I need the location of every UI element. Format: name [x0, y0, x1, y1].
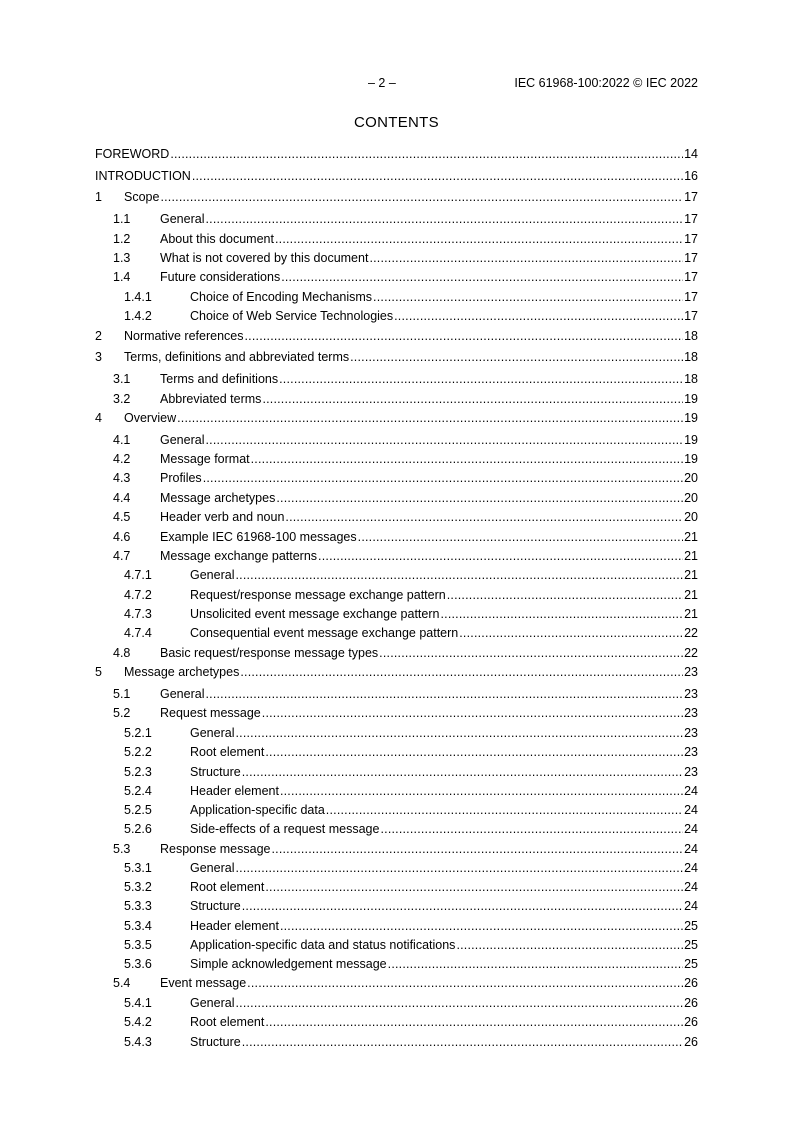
- toc-entry-number: 4.2: [113, 452, 131, 466]
- toc-entry-title: Message exchange patterns: [160, 549, 318, 563]
- dot-leader: [318, 548, 683, 564]
- dot-leader: [440, 606, 683, 622]
- toc-entry-number: 5.4.1: [124, 996, 152, 1010]
- toc-entry-title: Header element: [190, 919, 279, 933]
- toc-entry: [0, 664, 793, 680]
- toc-entry-number: 5.2.5: [124, 803, 152, 817]
- toc-entry-title: Header element: [190, 784, 279, 798]
- toc-entry-page: 21: [684, 588, 698, 602]
- toc-entry-title: Terms and definitions: [160, 372, 279, 386]
- toc-entry: [0, 328, 793, 344]
- toc-entry-number: 1: [95, 190, 102, 204]
- toc-entry-page: 26: [684, 976, 698, 990]
- toc-entry-number: 5.2.4: [124, 784, 152, 798]
- toc-entry-number: 5.3.4: [124, 919, 152, 933]
- toc-entry-page: 20: [684, 510, 698, 524]
- toc-entry: [0, 686, 793, 702]
- toc-entry-page: 21: [684, 607, 698, 621]
- toc-entry-page: 17: [684, 190, 698, 204]
- dot-leader: [369, 250, 683, 266]
- dot-leader: [242, 898, 683, 914]
- toc-entry: [0, 470, 793, 486]
- toc-entry-title: Event message: [160, 976, 247, 990]
- dot-leader: [205, 211, 683, 227]
- toc-entry-page: 22: [684, 626, 698, 640]
- toc-entry-page: 18: [684, 372, 698, 386]
- toc-entry-number: 4: [95, 411, 102, 425]
- toc-entry: [0, 490, 793, 506]
- toc-entry: [0, 841, 793, 857]
- toc-entry-page: 17: [684, 290, 698, 304]
- dot-leader: [380, 821, 683, 837]
- toc-entry-number: 5.3.2: [124, 880, 152, 894]
- toc-entry: [0, 211, 793, 227]
- dot-leader: [242, 764, 683, 780]
- dot-leader: [447, 587, 683, 603]
- toc-entry-title: Abbreviated terms: [160, 392, 262, 406]
- dot-leader: [251, 451, 683, 467]
- toc-entry-page: 23: [684, 706, 698, 720]
- toc-entry-title: Request message: [160, 706, 261, 720]
- toc-entry: [0, 821, 793, 837]
- toc-entry-title: Simple acknowledgement message: [190, 957, 387, 971]
- toc-entry: [0, 349, 793, 365]
- toc-entry: [0, 725, 793, 741]
- toc-entry-number: 1.1: [113, 212, 131, 226]
- toc-entry: [0, 975, 793, 991]
- toc-entry-page: 23: [684, 745, 698, 759]
- toc-entry-number: 5.4.3: [124, 1035, 152, 1049]
- dot-leader: [350, 349, 683, 365]
- toc-entry-number: 5.3.3: [124, 899, 152, 913]
- dot-leader: [276, 490, 683, 506]
- toc-entry-page: 22: [684, 646, 698, 660]
- toc-entry: [0, 269, 793, 285]
- toc-entry: [0, 529, 793, 545]
- toc-entry-page: 21: [684, 530, 698, 544]
- toc-entry-title: Overview: [124, 411, 177, 425]
- toc-entry-page: 26: [684, 996, 698, 1010]
- toc-entry-title: Header verb and noun: [160, 510, 285, 524]
- toc-entry-page: 17: [684, 309, 698, 323]
- toc-entry-title: General: [190, 568, 235, 582]
- toc-entry-title: About this document: [160, 232, 274, 246]
- toc-entry-title: Profiles: [160, 471, 202, 485]
- dot-leader: [358, 529, 683, 545]
- toc-entry-page: 21: [684, 549, 698, 563]
- toc-entry-number: 3.1: [113, 372, 131, 386]
- toc-entry: [0, 764, 793, 780]
- toc-entry-page: 23: [684, 726, 698, 740]
- toc-entry-number: 4.4: [113, 491, 131, 505]
- toc-entry-number: 5.4.2: [124, 1015, 152, 1029]
- dot-leader: [265, 1014, 683, 1030]
- dot-leader: [192, 168, 683, 184]
- toc-entry-number: 4.8: [113, 646, 131, 660]
- toc-entry-number: 5.2.3: [124, 765, 152, 779]
- dot-leader: [280, 918, 683, 934]
- toc-entry: [0, 308, 793, 324]
- toc-entry-number: 5.4: [113, 976, 131, 990]
- dot-leader: [205, 686, 683, 702]
- toc-entry-number: 1.2: [113, 232, 131, 246]
- page-number: – 2 –: [368, 76, 396, 90]
- toc-entry: [0, 168, 793, 184]
- toc-entry-page: 21: [684, 568, 698, 582]
- dot-leader: [279, 371, 683, 387]
- toc-entry-page: 26: [684, 1015, 698, 1029]
- toc-entry: [0, 250, 793, 266]
- toc-entry-page: 26: [684, 1035, 698, 1049]
- toc-entry-title: INTRODUCTION: [95, 169, 191, 183]
- toc-entry: [0, 1034, 793, 1050]
- dot-leader: [245, 328, 684, 344]
- toc-entry: [0, 645, 793, 661]
- toc-entry-page: 24: [684, 899, 698, 913]
- toc-entry-number: 3.2: [113, 392, 131, 406]
- toc-entry-number: 5.3: [113, 842, 131, 856]
- dot-leader: [240, 664, 683, 680]
- toc-entry: [0, 879, 793, 895]
- dot-leader: [265, 879, 683, 895]
- toc-entry-number: 3: [95, 350, 102, 364]
- dot-leader: [235, 995, 683, 1011]
- dot-leader: [285, 509, 683, 525]
- toc-entry: [0, 587, 793, 603]
- toc-entry-page: 24: [684, 861, 698, 875]
- toc-entry-title: Unsolicited event message exchange pattern: [190, 607, 440, 621]
- toc-entry-page: 14: [684, 147, 698, 161]
- toc-entry-number: 5.2.1: [124, 726, 152, 740]
- toc-entry-title: Scope: [124, 190, 160, 204]
- toc-entry: [0, 371, 793, 387]
- dot-leader: [247, 975, 683, 991]
- dot-leader: [262, 705, 683, 721]
- toc-entry-number: 2: [95, 329, 102, 343]
- toc-entry-title: General: [160, 212, 205, 226]
- toc-entry: [0, 289, 793, 305]
- dot-leader: [265, 744, 683, 760]
- toc-entry: [0, 937, 793, 953]
- dot-leader: [160, 189, 683, 205]
- toc-entry-number: 4.5: [113, 510, 131, 524]
- toc-entry-number: 4.1: [113, 433, 131, 447]
- toc-entry-title: Message format: [160, 452, 250, 466]
- dot-leader: [280, 783, 683, 799]
- toc-entry-title: Response message: [160, 842, 271, 856]
- toc-entry-number: 4.7.3: [124, 607, 152, 621]
- toc-entry-title: Choice of Encoding Mechanisms: [190, 290, 373, 304]
- toc-entry-page: 18: [684, 350, 698, 364]
- toc-title: CONTENTS: [354, 114, 439, 131]
- toc-entry-title: Application-specific data and status notifications: [190, 938, 456, 952]
- toc-entry: [0, 744, 793, 760]
- dot-leader: [281, 269, 683, 285]
- toc-entry-title: Normative references: [124, 329, 244, 343]
- toc-entry-number: 5.2: [113, 706, 131, 720]
- dot-leader: [170, 146, 683, 162]
- toc-entry: [0, 625, 793, 641]
- toc-entry-number: 4.7.4: [124, 626, 152, 640]
- toc-entry-page: 25: [684, 938, 698, 952]
- dot-leader: [326, 802, 683, 818]
- toc-entry: [0, 956, 793, 972]
- toc-entry-page: 24: [684, 822, 698, 836]
- toc-entry-number: 4.7: [113, 549, 131, 563]
- toc-entry: [0, 606, 793, 622]
- toc-entry-number: 5.3.6: [124, 957, 152, 971]
- toc-entry-title: Basic request/response message types: [160, 646, 379, 660]
- toc-entry-title: Root element: [190, 1015, 265, 1029]
- toc-entry-title: General: [190, 726, 235, 740]
- toc-entry-title: Consequential event message exchange pattern: [190, 626, 459, 640]
- dot-leader: [177, 410, 683, 426]
- toc-entry-title: Structure: [190, 765, 241, 779]
- toc-entry-page: 19: [684, 452, 698, 466]
- toc-entry: [0, 1014, 793, 1030]
- dot-leader: [235, 725, 683, 741]
- toc-entry-title: Future considerations: [160, 270, 281, 284]
- dot-leader: [275, 231, 683, 247]
- dot-leader: [235, 860, 683, 876]
- toc-entry-title: FOREWORD: [95, 147, 170, 161]
- toc-entry-page: 23: [684, 665, 698, 679]
- toc-entry: [0, 995, 793, 1011]
- toc-entry-page: 23: [684, 765, 698, 779]
- toc-entry-number: 1.3: [113, 251, 131, 265]
- toc-entry: [0, 783, 793, 799]
- toc-entry: [0, 410, 793, 426]
- toc-entry-title: General: [190, 996, 235, 1010]
- dot-leader: [242, 1034, 683, 1050]
- toc-entry: [0, 391, 793, 407]
- toc-entry-number: 5.3.5: [124, 938, 152, 952]
- dot-leader: [205, 432, 683, 448]
- toc-entry-page: 24: [684, 784, 698, 798]
- toc-entry-page: 19: [684, 411, 698, 425]
- toc-entry-number: 5.3.1: [124, 861, 152, 875]
- toc-entry-page: 17: [684, 232, 698, 246]
- toc-entry-number: 4.7.1: [124, 568, 152, 582]
- toc-entry-title: Structure: [190, 899, 241, 913]
- toc-entry-page: 19: [684, 392, 698, 406]
- toc-entry-number: 5.2.2: [124, 745, 152, 759]
- toc-entry: [0, 548, 793, 564]
- toc-entry-page: 18: [684, 329, 698, 343]
- toc-entry-page: 24: [684, 880, 698, 894]
- toc-entry-title: Terms, definitions and abbreviated terms: [124, 350, 350, 364]
- toc-entry-title: Side-effects of a request message: [190, 822, 380, 836]
- toc-entry-number: 1.4: [113, 270, 131, 284]
- toc-entry-title: Root element: [190, 745, 265, 759]
- toc-entry-number: 4.3: [113, 471, 131, 485]
- dot-leader: [459, 625, 683, 641]
- toc-entry-page: 24: [684, 803, 698, 817]
- toc-entry: [0, 432, 793, 448]
- toc-entry-page: 20: [684, 491, 698, 505]
- toc-entry: [0, 451, 793, 467]
- toc-entry-page: 24: [684, 842, 698, 856]
- dot-leader: [394, 308, 683, 324]
- toc-entry-page: 17: [684, 251, 698, 265]
- toc-entry-page: 25: [684, 957, 698, 971]
- toc-entry: [0, 567, 793, 583]
- toc-entry-number: 1.4.1: [124, 290, 152, 304]
- dot-leader: [388, 956, 683, 972]
- toc-entry: [0, 189, 793, 205]
- toc-entry-title: Application-specific data: [190, 803, 325, 817]
- toc-entry: [0, 860, 793, 876]
- dot-leader: [271, 841, 683, 857]
- toc-entry-page: 17: [684, 270, 698, 284]
- toc-entry-page: 25: [684, 919, 698, 933]
- toc-entry: [0, 705, 793, 721]
- dot-leader: [203, 470, 683, 486]
- standard-reference: IEC 61968-100:2022 © IEC 2022: [514, 76, 698, 90]
- toc-entry: [0, 146, 793, 162]
- toc-entry: [0, 918, 793, 934]
- toc-entry-number: 4.6: [113, 530, 131, 544]
- toc-entry-title: Root element: [190, 880, 265, 894]
- toc-entry-title: Example IEC 61968-100 messages: [160, 530, 357, 544]
- toc-entry: [0, 802, 793, 818]
- toc-entry-page: 17: [684, 212, 698, 226]
- toc-entry-page: 19: [684, 433, 698, 447]
- dot-leader: [456, 937, 683, 953]
- toc-entry-title: General: [160, 687, 205, 701]
- toc-entry-title: What is not covered by this document: [160, 251, 369, 265]
- toc-entry-title: Message archetypes: [124, 665, 240, 679]
- dot-leader: [379, 645, 683, 661]
- toc-entry-title: General: [190, 861, 235, 875]
- toc-entry-number: 4.7.2: [124, 588, 152, 602]
- toc-entry-page: 20: [684, 471, 698, 485]
- toc-entry-number: 5.1: [113, 687, 131, 701]
- toc-entry: [0, 898, 793, 914]
- toc-entry: [0, 231, 793, 247]
- toc-entry-number: 5.2.6: [124, 822, 152, 836]
- toc-entry-number: 1.4.2: [124, 309, 152, 323]
- toc-entry-title: Structure: [190, 1035, 241, 1049]
- dot-leader: [235, 567, 683, 583]
- toc-entry-title: General: [160, 433, 205, 447]
- dot-leader: [373, 289, 683, 305]
- toc-entry: [0, 509, 793, 525]
- toc-entry-number: 5: [95, 665, 102, 679]
- toc-entry-page: 23: [684, 687, 698, 701]
- toc-entry-page: 16: [684, 169, 698, 183]
- toc-entry-title: Choice of Web Service Technologies: [190, 309, 394, 323]
- toc-entry-title: Request/response message exchange pattern: [190, 588, 446, 602]
- dot-leader: [262, 391, 683, 407]
- toc-entry-title: Message archetypes: [160, 491, 276, 505]
